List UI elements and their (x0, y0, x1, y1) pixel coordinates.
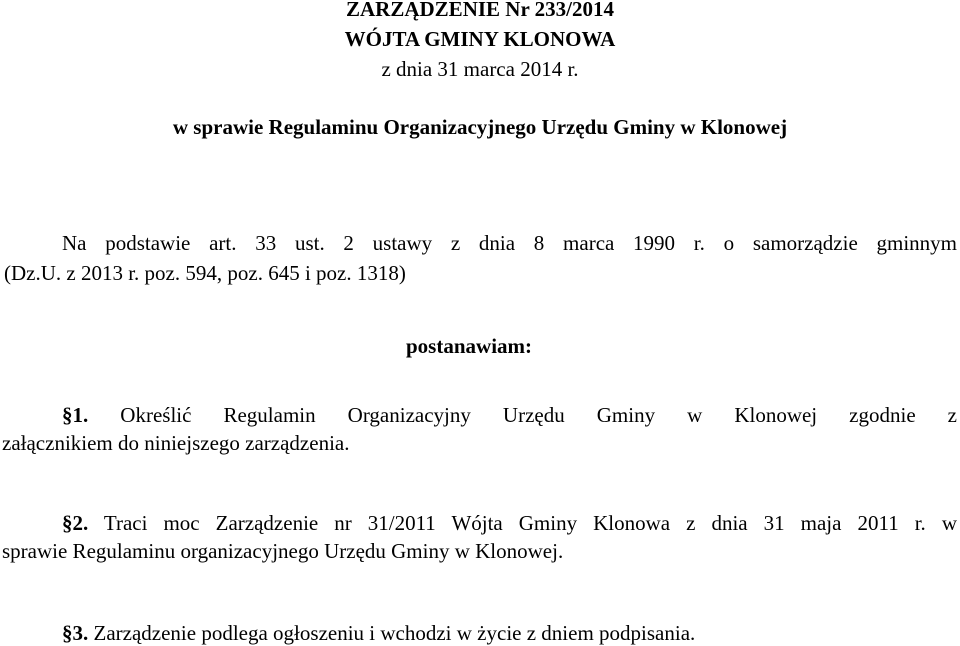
paragraph-2-line-1 (62, 510, 957, 536)
document-subject: w sprawie Regulaminu Organizacyjnego Urzędu Gminy w Klonowej (172, 115, 788, 139)
paragraph-1-line-2: załącznikiem do niniejszego zarządzenia. (2, 431, 350, 455)
issuer-title: WÓJTA GMINY KLONOWA (344, 27, 616, 51)
legal-basis-line-1: Na podstawie art. 33 ust. 2 ustawy z dnia 8 marca 1990 r. o samorządzie gminnym (62, 231, 957, 255)
paragraph-3-number: §3. (62, 621, 89, 645)
paragraph-2-number: §2. (62, 511, 89, 535)
paragraph-1-number: §1. (62, 403, 89, 427)
paragraph-1-text: Określić Regulamin Organizacyjny Urzędu Gminy w Klonowej zgodnie z (120, 403, 958, 427)
document-date: z dnia 31 marca 2014 r. (381, 57, 579, 81)
paragraph-3-text: Zarządzenie podlega ogłoszeniu i wchodzi w życie z dniem podpisania. (93, 621, 696, 645)
paragraph-1-line-1 (62, 402, 957, 428)
decision-word: postanawiam: (406, 334, 533, 358)
paragraph-2-text: Traci moc Zarządzenie nr 31/2011 Wójta Gminy Klonowa z dnia 31 maja 2011 r. w (103, 511, 957, 535)
paragraph-3-line-1 (62, 620, 695, 646)
document-title: ZARZĄDZENIE Nr 233/2014 (346, 0, 614, 21)
legal-basis-line-2: (Dz.U. z 2013 r. poz. 594, poz. 645 i poz. 1318) (4, 261, 406, 285)
paragraph-2-line-2: sprawie Regulaminu organizacyjnego Urzędu Gminy w Klonowej. (2, 539, 564, 563)
